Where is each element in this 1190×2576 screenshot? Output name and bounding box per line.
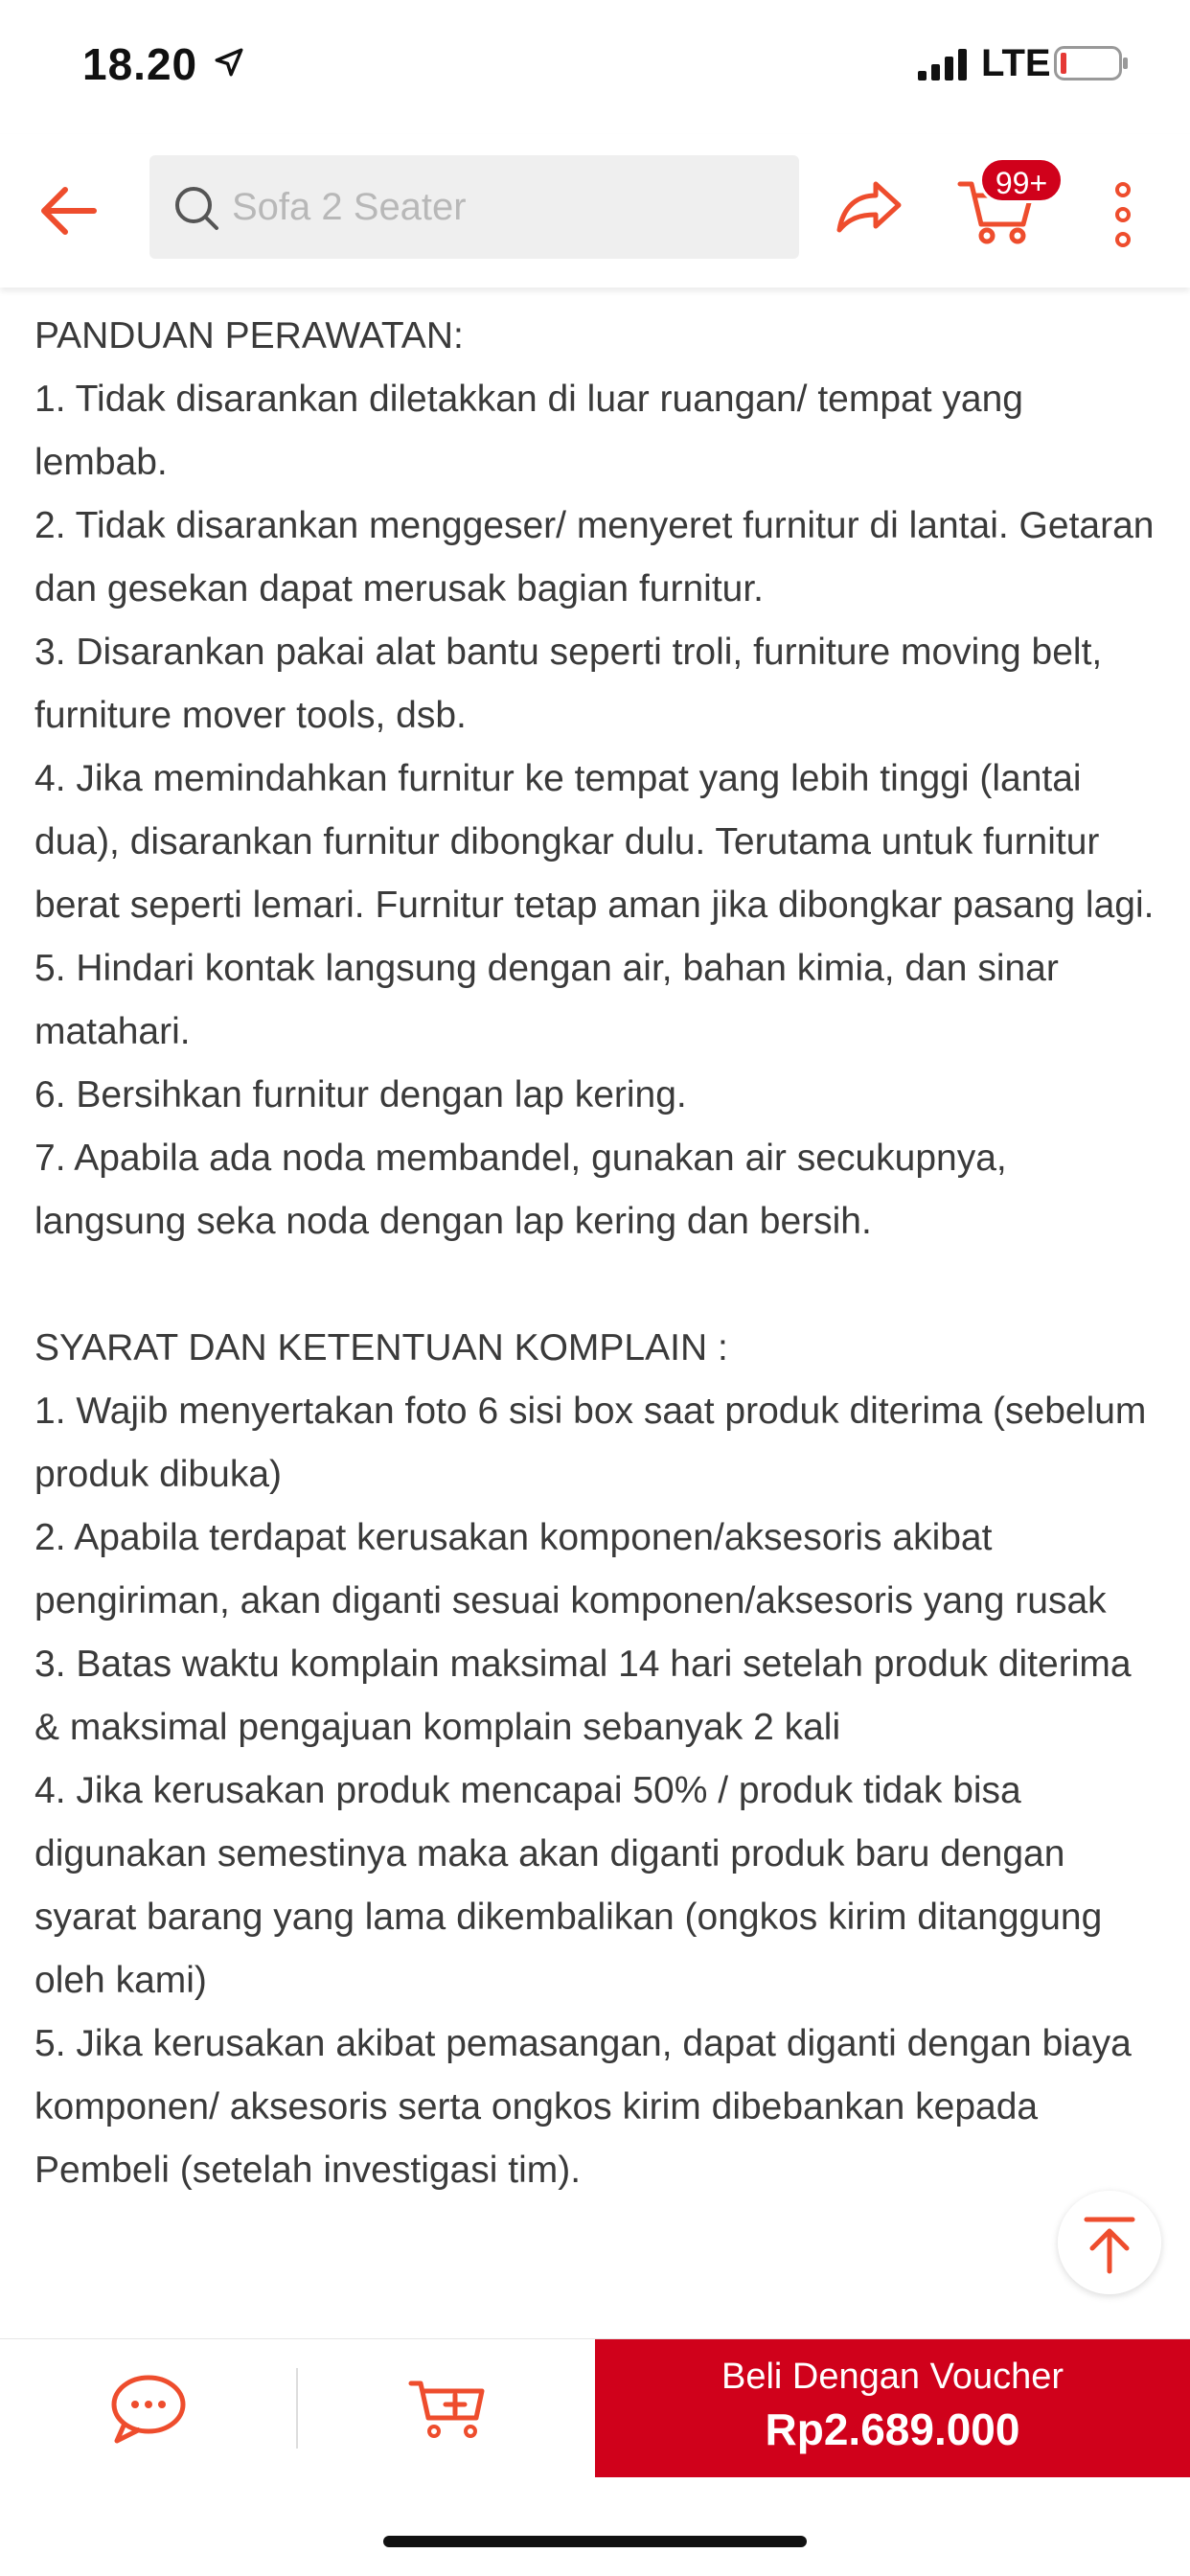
chat-button[interactable] (0, 2339, 297, 2477)
care-guide-heading: PANDUAN PERAWATAN: (34, 315, 464, 356)
care-item-4: 4. Jika memindahkan furnitur ke tempat yang lebih tinggi (lantai dua), disarankan furnitur dibongkar dulu. Terutama untuk furnitur berat seperti lemari. Furnitur tetap aman jika dibongkar pasang lagi. (34, 758, 1155, 926)
complaint-item-4: 4. Jika kerusakan produk mencapai 50% / produk tidak bisa digunakan semestinya maka akan diganti produk baru dengan syarat barang yang lama dikembalikan (ongkos kirim ditanggung oleh kami) (34, 1770, 1103, 2001)
scroll-top-button[interactable] (1058, 2191, 1161, 2294)
bottom-action-bar (0, 2338, 1190, 2477)
battery-icon (1054, 46, 1129, 80)
signal-icon (918, 48, 970, 80)
care-item-3: 3. Disarankan pakai alat bantu seperti troli, furniture moving belt, furniture mover tools, dsb. (34, 632, 1103, 736)
share-icon[interactable] (832, 169, 904, 242)
complaint-terms-heading: SYARAT DAN KETENTUAN KOMPLAIN : (34, 1327, 728, 1368)
status-bar (0, 0, 1190, 134)
care-item-7: 7. Apabila ada noda membandel, gunakan air secukupnya, langsung seka noda dengan lap kering dan bersih. (34, 1138, 1007, 1242)
care-item-1: 1. Tidak disarankan diletakkan di luar ruangan/ tempat yang lembab. (34, 379, 1023, 483)
complaint-item-3: 3. Batas waktu komplain maksimal 14 hari setelah produk diterima & maksimal pengajuan komplain sebanyak 2 kali (34, 1644, 1132, 1748)
care-item-5: 5. Hindari kontak langsung dengan air, bahan kimia, dan sinar matahari. (34, 948, 1059, 1052)
search-input[interactable] (232, 155, 778, 259)
network-type: LTE (981, 42, 1051, 84)
complaint-item-2: 2. Apabila terdapat kerusakan komponen/aksesoris akibat pengiriman, akan diganti sesuai komponen/aksesoris yang rusak (34, 1517, 1107, 1622)
search-icon (172, 184, 220, 232)
buy-button-label: Beli Dengan Voucher (721, 2357, 1064, 2397)
product-description (34, 305, 1165, 2202)
care-item-6: 6. Bersihkan furnitur dengan lap kering. (34, 1074, 687, 1116)
scroll-top-icon (1058, 2191, 1161, 2294)
add-to-cart-button[interactable] (298, 2339, 595, 2477)
buy-button-price: Rp2.689.000 (765, 2404, 1020, 2454)
add-to-cart-icon (298, 2339, 595, 2477)
spacer (34, 1254, 1165, 1317)
more-vertical-icon[interactable] (1104, 178, 1142, 251)
location-arrow-icon (213, 46, 245, 79)
cart-count-badge: 99+ (979, 157, 1064, 203)
complaint-item-1: 1. Wajib menyertakan foto 6 sisi box saat produk diterima (sebelum produk dibuka) (34, 1391, 1147, 1495)
chat-icon (0, 2339, 297, 2477)
care-item-2: 2. Tidak disarankan menggeser/ menyeret furnitur di lantai. Getaran dan gesekan dapat merusak bagian furnitur. (34, 505, 1155, 610)
back-arrow-icon[interactable] (34, 176, 103, 245)
complaint-item-5: 5. Jika kerusakan akibat pemasangan, dapat diganti dengan biaya komponen/ aksesoris serta ongkos kirim dibebankan kepada Pembeli (setelah investigasi tim). (34, 2023, 1132, 2191)
top-navigation (0, 134, 1190, 288)
search-bar[interactable] (149, 155, 799, 259)
buy-with-voucher-button[interactable] (595, 2339, 1190, 2477)
home-indicator (383, 2536, 807, 2547)
status-time: 18.20 (82, 39, 198, 89)
